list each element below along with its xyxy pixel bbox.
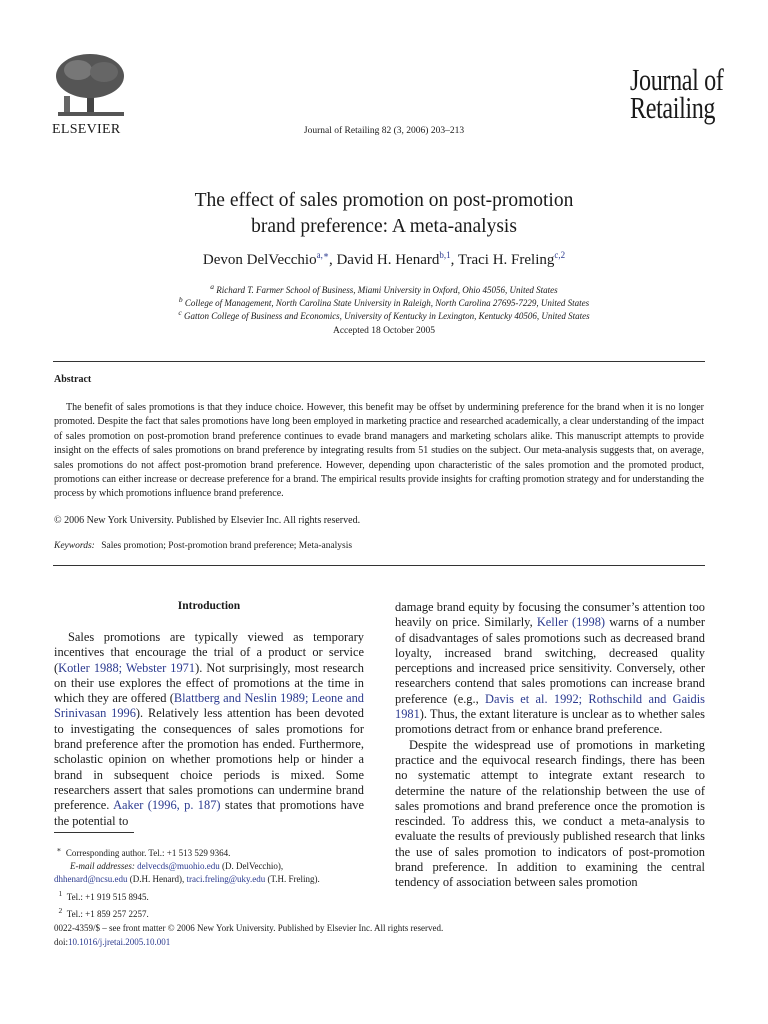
author-name: Devon DelVecchio: [202, 252, 317, 268]
title-line-1: The effect of sales promotion on post-promotion: [194, 190, 574, 211]
footnote-text: Tel.: +1 919 515 8945.: [66, 891, 149, 902]
text-run: states that promotions have the potential to: [54, 798, 364, 828]
journal-reference: Journal of Retailing 82 (3, 2006) 203–213: [303, 126, 465, 136]
doi-line: [54, 936, 443, 950]
body-column-right: [395, 600, 705, 891]
author-name: David H. Henard: [336, 252, 440, 268]
title-line-2: brand preference: A meta-analysis: [251, 216, 517, 237]
footnote-divider: [54, 832, 134, 833]
citation-link[interactable]: Blattberg and Neslin 1989; Leone and Srinivasan 1996: [54, 691, 364, 721]
footnote-mark: 2: [58, 905, 63, 915]
text-run: ). Relatively less attention has been devoted to investigating the consequences of sales promotions for brand preference after the promotion has ended. Furthermore, scholastic opinion on whether promotions help or hinder a brand in subsequent choice periods is mixed. Some researchers assert that sales promotions can undermine brand preference.: [54, 706, 364, 813]
body-column-left: [54, 630, 364, 829]
email-owner: (D. DelVecchio),: [221, 861, 284, 872]
footnote-emails-cont: [54, 873, 374, 886]
footnotes: [54, 843, 374, 921]
affiliation-mark: c: [178, 308, 182, 317]
abstract-heading: Abstract: [54, 374, 92, 385]
footnote-emails: [54, 860, 374, 873]
email-link[interactable]: delvecds@muohio.edu: [137, 861, 220, 872]
paragraph: [54, 630, 364, 829]
affiliation-text: Richard T. Farmer School of Business, Miami University in Oxford, Ohio 45056, United States: [216, 285, 558, 295]
affiliation-text: Gatton College of Business and Economics, University of Kentucky in Lexington, Kentucky 40506, United States: [183, 311, 590, 321]
publisher-name: ELSEVIER: [52, 122, 121, 137]
text-run: Sales promotions are typically viewed as temporary incentives that encourage the trial of a product or service (: [54, 630, 364, 675]
citation-link[interactable]: Kotler 1988; Webster 1971: [58, 660, 196, 675]
doi-label: doi:: [54, 936, 69, 947]
issn-line: 0022-4359/$ – see front matter © 2006 New York University. Published by Elsevier Inc. All rights reserved.: [54, 923, 444, 933]
article-title: [0, 188, 768, 240]
text-run: ). Thus, the extant literature is unclear as to whether sales promotions detract from or enhance brand preference.: [395, 707, 705, 737]
email-owner: (T.H. Freling).: [267, 874, 320, 885]
email-owner: (D.H. Henard),: [129, 874, 185, 885]
text-run: ). Not surprisingly, most research on their use explores the effect of promotions at the time in which they are offered (: [54, 660, 364, 706]
divider: [53, 361, 705, 362]
page-footer: [54, 922, 443, 949]
footnote-2: [54, 904, 374, 921]
footnote-corresponding: [54, 843, 374, 860]
journal-title-line1: Journal of: [630, 62, 724, 97]
email-link[interactable]: dhhenard@ncsu.edu: [54, 874, 128, 885]
author-affiliation-mark[interactable]: c,2: [554, 250, 566, 260]
footnote-mark: 1: [58, 888, 63, 898]
footnote-text: Tel.: +1 859 257 2257.: [66, 908, 149, 919]
doi-link[interactable]: 10.1016/j.jretai.2005.10.001: [68, 936, 171, 947]
keywords: [54, 541, 352, 551]
journal-title-line2: Retailing: [630, 90, 716, 125]
divider: [53, 565, 705, 566]
author-affiliation-mark[interactable]: a,∗: [316, 250, 329, 260]
journal-title: [630, 62, 768, 125]
affiliation-mark: b: [178, 295, 183, 304]
paragraph: Despite the widespread use of promotions in marketing practice and the equivocal research findings, there has been no systematic attempt to integrate extant research to determine the nature of the relationship between the use of sales promotions and brand preference once the promotion is rescinded. To address this, we conduct a meta-analysis to evaluate the results of previously published research that links the use of sales promotion to indicators of post-promotion brand preference. In addition to examining the central tendency of association between sales promotion: [395, 737, 705, 890]
keywords-text: Sales promotion; Post-promotion brand preference; Meta-analysis: [101, 541, 353, 551]
footnote-text: Corresponding author. Tel.: +1 513 529 9364.: [65, 848, 231, 858]
citation-link[interactable]: Davis et al. 1992; Rothschild and Gaidis 1981: [395, 691, 706, 722]
citation-link[interactable]: Aaker (1996, p. 187): [113, 798, 221, 813]
text-run: warns of a number of disadvantages of sales promotions such as decreased brand loyalty, increased brand switching, decreased quality perceptions and increased price sensitivity. Conversely, other researchers contend that sales promotions can increase brand preference (e.g.,: [395, 615, 706, 706]
author-name: Traci H. Freling: [457, 252, 555, 268]
author-affiliation-mark[interactable]: b,1: [439, 250, 451, 260]
citation-link[interactable]: Keller (1998): [536, 615, 606, 630]
abstract-text: The benefit of sales promotions is that they induce choice. However, this benefit may be offset by undermining preference for the brand when it is no longer promoted. Despite the fact that sales promotions have long been employed in marketing practice and researched academically, a clear understanding of the impact of sales promotion on post-promotion brand preference continues to evade brand managers and marketing scholars alike. This manuscript attempts to provide insight on the effects of sales promotions on brand preference by integrating results from 51 studies on the subject. Our meta-analysis suggests that, on average, sales promotions do not affect post-promotion brand preference. However, depending upon characteristic of the sales promotion and the promoted product, promotions can either increase or decrease preference for a brand. The empirical results provide insights for crafting promotion strategy and for understanding the process by which promotions influence brand preference.: [54, 402, 704, 500]
affiliation-mark: a: [210, 282, 215, 291]
text-run: damage brand equity by focusing the consumer’s attention too heavily on price. Similarly,: [395, 600, 705, 630]
author-list: Devon DelVecchio$^{a,∗}$, David H. Henard$^{b,1}$, Traci H. Freling$^{c,2}$: [202, 250, 566, 268]
section-heading-introduction: Introduction: [177, 600, 241, 612]
paragraph: [395, 600, 705, 738]
copyright-notice: © 2006 New York University. Published by Elsevier Inc. All rights reserved.: [54, 515, 361, 526]
accepted-date: Accepted 18 October 2005: [332, 326, 436, 336]
footnote-1: [54, 887, 374, 904]
affiliation-text: College of Management, North Carolina State University in Raleigh, North Carolina 27695-7229, United States: [184, 298, 590, 308]
footnote-mark: ∗: [56, 845, 62, 854]
abstract-body: [54, 401, 704, 502]
keywords-label: Keywords:: [54, 541, 95, 551]
email-link[interactable]: traci.freling@uky.edu: [186, 874, 266, 885]
affiliation: [0, 306, 768, 323]
email-label: E-mail addresses:: [70, 861, 135, 872]
